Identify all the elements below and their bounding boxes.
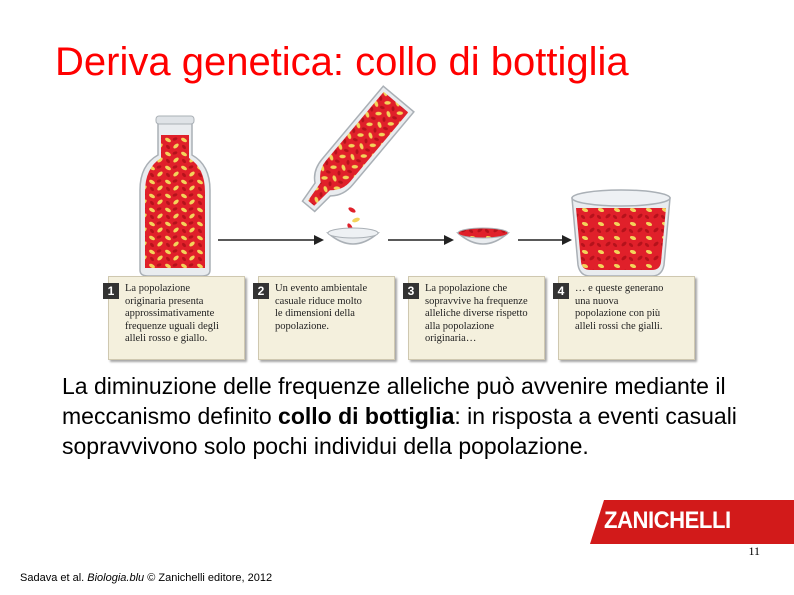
body-text-start: La diminuzione delle frequenze alleliche può avvenire mediante il meccanismo definito [62,373,726,429]
step-number: 2 [253,283,269,299]
new-population-bowl [572,190,670,276]
step-box-3 [408,276,545,360]
step-text: La popolazione che sopravvive ha frequenze alleliche diverse rispetto alla popolazione originaria… [425,283,528,344]
step-box-2 [258,276,395,360]
arrows [218,235,572,245]
page-number: 11 [748,544,760,558]
pouring-bottle [293,86,414,219]
body-paragraph [62,371,752,461]
logo-text: ZANICHELLI [604,507,731,534]
footer-publisher: © Zanichelli editore, 2012 [144,572,273,584]
step-text: … e queste generano una nuova popolazione con più alleli rossi che gialli. [575,283,664,332]
small-dish-1 [328,228,378,244]
small-dish-2 [458,228,508,244]
step-text: La popolazione originaria presenta approssimativamente frequenze uguali degli alleli rosso e giallo. [125,283,219,344]
body-term-bold: collo di bottiglia [278,403,455,429]
bottleneck-illustration [100,80,700,280]
step-box-4 [558,276,695,360]
footer-authors: Sadava et al. [20,572,88,584]
step-text: Un evento ambientale casuale riduce molto le dimensioni della popolazione. [275,283,368,332]
body-text-end: : in risposta a eventi casuali sopravvivono solo pochi individui della popolazione. [62,403,737,459]
step-number: 3 [403,283,419,299]
step-box-1 [108,276,245,360]
footer-citation [20,572,272,584]
original-population-bottle [140,116,210,276]
step-number: 1 [103,283,119,299]
footer-book-title: Biologia.blu [87,572,145,584]
zanichelli-logo [590,500,794,544]
step-number: 4 [553,283,569,299]
slide-title: Deriva genetica: collo di bottiglia [55,40,629,84]
bottleneck-figure [100,80,700,362]
